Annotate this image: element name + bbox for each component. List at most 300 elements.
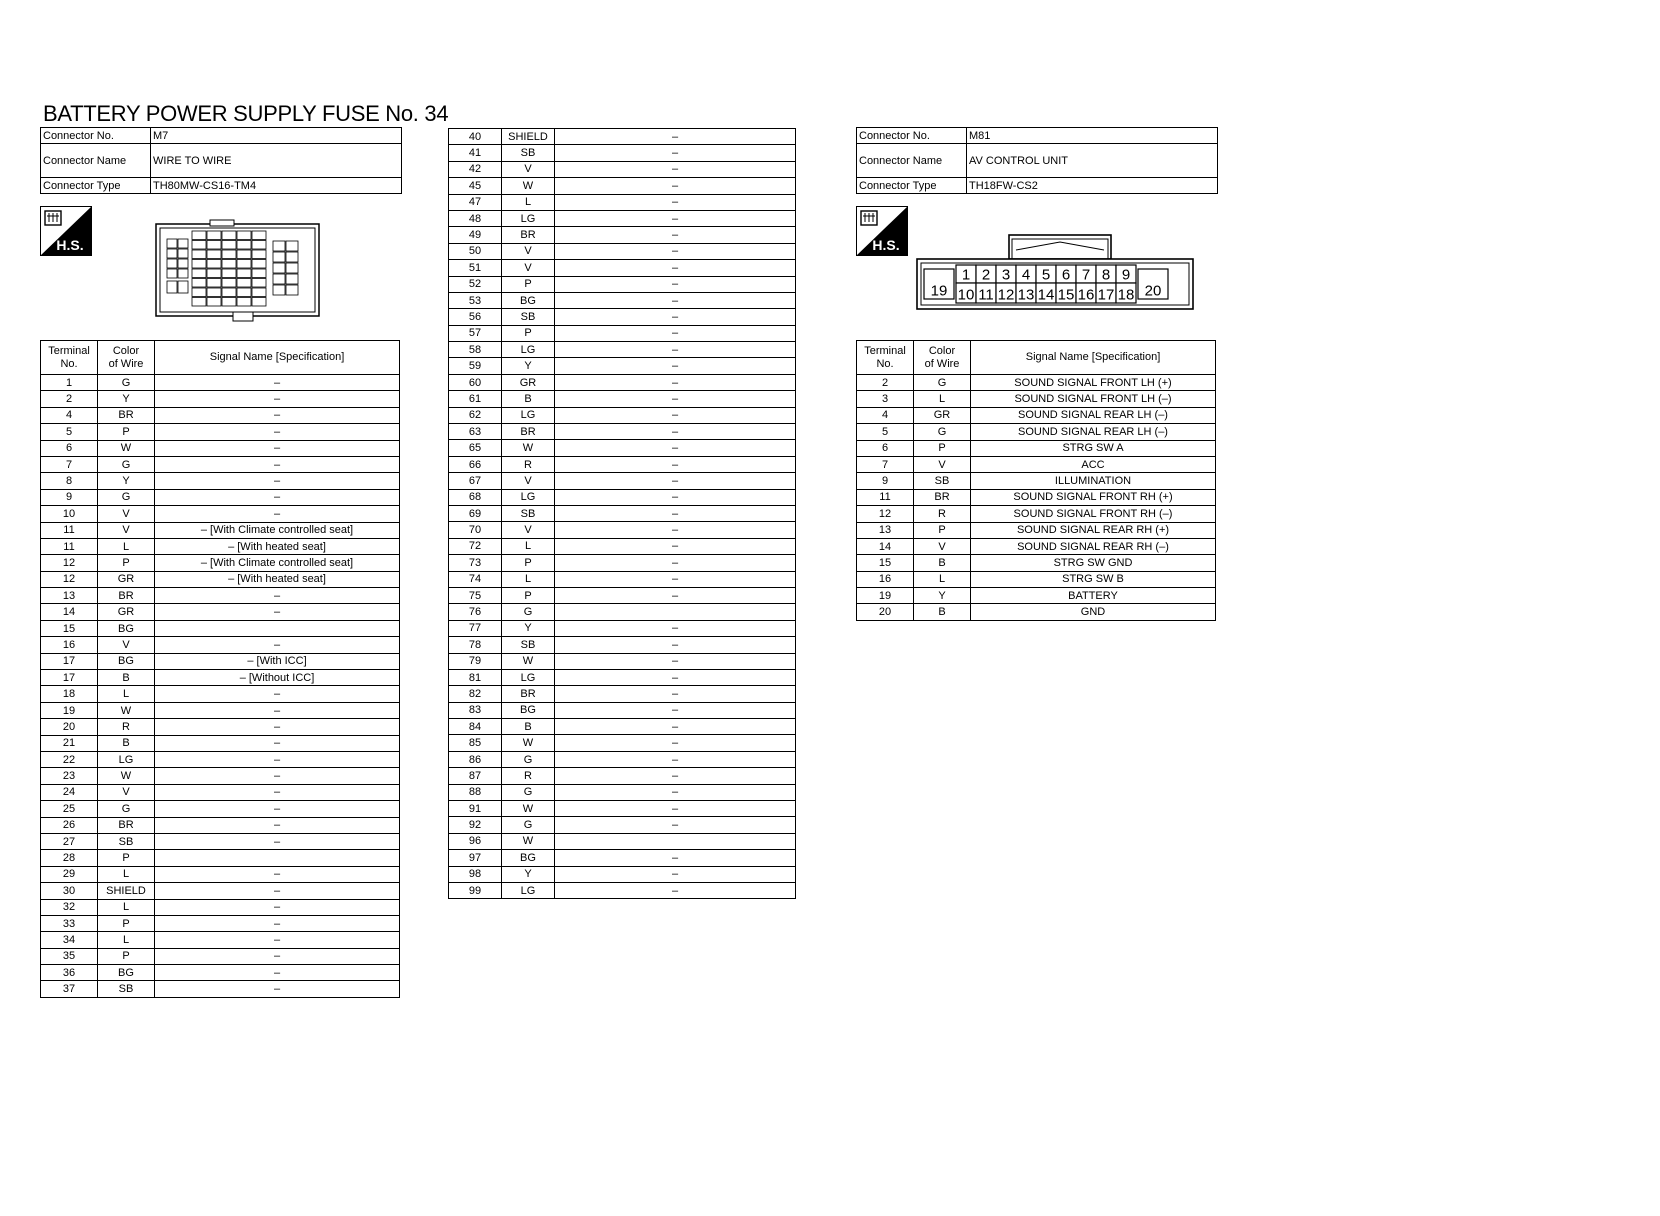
wire-color-cell: LG (502, 882, 555, 898)
connector-cavity (222, 269, 236, 278)
terminal-no-cell: 10 (41, 506, 98, 522)
signal-name-cell: – (155, 686, 400, 702)
connector-cavity (237, 288, 251, 297)
wire-color-cell: R (914, 506, 971, 522)
wire-color-cell: L (98, 899, 155, 915)
terminal-no-cell: 42 (449, 161, 502, 177)
connector-cavity (273, 252, 285, 262)
pin-row (449, 325, 796, 341)
wire-color-cell: G (98, 801, 155, 817)
terminal-no-cell: 79 (449, 653, 502, 669)
terminal-no-cell: 52 (449, 276, 502, 292)
pin-row (449, 243, 796, 259)
pin-row (449, 424, 796, 440)
signal-name-cell: – (555, 571, 796, 587)
connector-name-row (857, 144, 1218, 178)
pin-row (41, 473, 400, 489)
signal-name-cell: – (555, 555, 796, 571)
cavity-number: 1 (961, 266, 971, 284)
terminal-no-cell: 13 (857, 522, 914, 538)
signal-name-cell: SOUND SIGNAL FRONT LH (+) (971, 375, 1216, 391)
terminal-no-cell: 3 (857, 391, 914, 407)
pin-row (41, 965, 400, 981)
connector-name-row (41, 144, 402, 178)
connector-cavity (252, 250, 266, 259)
pin-row (41, 506, 400, 522)
connector-m81-pin-table (856, 340, 1216, 621)
connector-cavity (273, 263, 285, 273)
connector-cavity (167, 269, 177, 278)
wire-color-cell: W (502, 735, 555, 751)
wire-color-cell: LG (502, 210, 555, 226)
terminal-no-cell: 56 (449, 309, 502, 325)
pin-row (41, 686, 400, 702)
pin-row (449, 538, 796, 554)
wire-color-cell: V (914, 538, 971, 554)
signal-name-cell: – (555, 735, 796, 751)
pin-row (449, 391, 796, 407)
cavity-number: 17 (1097, 286, 1115, 304)
terminal-no-cell: 51 (449, 260, 502, 276)
connector-cavity (207, 250, 221, 259)
wire-color-cell: BG (502, 850, 555, 866)
terminal-no-cell: 11 (41, 522, 98, 538)
signal-name-cell: – (555, 391, 796, 407)
wire-color-cell: LG (502, 342, 555, 358)
wire-color-cell: GR (98, 571, 155, 587)
connector-cavity (237, 250, 251, 259)
wire-color-header: Color of Wire (98, 341, 155, 375)
pin-row (449, 637, 796, 653)
terminal-no-cell: 14 (41, 604, 98, 620)
terminal-no-cell: 16 (41, 637, 98, 653)
terminal-no-cell: 72 (449, 538, 502, 554)
pin-row (449, 571, 796, 587)
connector-cavity (252, 298, 266, 307)
wire-color-cell: P (502, 555, 555, 571)
pin-row (449, 801, 796, 817)
connector-cavity (252, 241, 266, 250)
pin-row (449, 260, 796, 276)
signal-name-cell: – (155, 588, 400, 604)
connector-cavity (192, 260, 206, 269)
terminal-no-cell: 84 (449, 719, 502, 735)
connector-cavity (167, 281, 177, 293)
pin-row (449, 653, 796, 669)
connector-cavity (207, 298, 221, 307)
pin-row (449, 505, 796, 521)
terminal-no-cell: 70 (449, 522, 502, 538)
connector-cavity (167, 249, 177, 258)
pin-row (41, 751, 400, 767)
signal-name-cell: – (155, 981, 400, 997)
cavity-number: 13 (1017, 286, 1035, 304)
wire-color-cell: L (502, 194, 555, 210)
signal-name-cell: – [With heated seat] (155, 571, 400, 587)
terminal-no-cell: 53 (449, 292, 502, 308)
wire-color-cell: BG (502, 702, 555, 718)
cavity-number: 2 (981, 266, 991, 284)
connector-cavity (252, 279, 266, 288)
pin-row (449, 145, 796, 161)
harness-side-icon (40, 206, 92, 256)
signal-name-cell: SOUND SIGNAL REAR RH (–) (971, 538, 1216, 554)
pin-row (857, 571, 1216, 587)
wire-color-cell: LG (502, 489, 555, 505)
terminal-no-cell: 9 (41, 489, 98, 505)
terminal-no-cell: 77 (449, 620, 502, 636)
terminal-no-cell: 37 (41, 981, 98, 997)
terminal-no-cell: 47 (449, 194, 502, 210)
signal-name-cell: – (555, 260, 796, 276)
connector-cavity (192, 250, 206, 259)
signal-name-cell: ACC (971, 456, 1216, 472)
signal-name-cell: – (555, 424, 796, 440)
signal-name-header: Signal Name [Specification] (971, 341, 1216, 375)
pin-row (857, 522, 1216, 538)
signal-name-cell: – (555, 292, 796, 308)
signal-name-cell: – (555, 407, 796, 423)
cavity-number: 10 (957, 286, 975, 304)
signal-name-cell: – (555, 587, 796, 603)
wire-color-cell: BR (98, 817, 155, 833)
terminal-no-cell: 69 (449, 505, 502, 521)
signal-name-cell: – (555, 505, 796, 521)
pin-row (449, 555, 796, 571)
terminal-no-cell: 61 (449, 391, 502, 407)
terminal-no-cell: 15 (41, 620, 98, 636)
wire-color-cell: G (502, 604, 555, 620)
connector-cavity (222, 298, 236, 307)
pin-row (41, 768, 400, 784)
signal-name-cell: SOUND SIGNAL REAR LH (–) (971, 424, 1216, 440)
pin-row (857, 391, 1216, 407)
pin-row (41, 588, 400, 604)
wire-color-cell: LG (502, 669, 555, 685)
signal-name-cell: – (555, 719, 796, 735)
pin-row (41, 637, 400, 653)
terminal-no-cell: 45 (449, 178, 502, 194)
wire-color-cell: P (502, 325, 555, 341)
wire-color-cell: V (502, 243, 555, 259)
terminal-no-cell: 73 (449, 555, 502, 571)
pin-row (41, 850, 400, 866)
terminal-no-cell: 12 (41, 555, 98, 571)
wire-color-cell: L (98, 932, 155, 948)
wire-color-cell: W (502, 178, 555, 194)
wire-color-cell: V (502, 473, 555, 489)
pin-row (449, 833, 796, 849)
pin-row (857, 489, 1216, 505)
connector-m7-pin-table-2 (448, 128, 796, 899)
signal-name-cell: – (555, 653, 796, 669)
signal-name-cell: – (155, 801, 400, 817)
terminal-no-cell: 12 (41, 571, 98, 587)
connector-cavity (192, 269, 206, 278)
terminal-no-cell: 88 (449, 784, 502, 800)
wire-color-cell: B (914, 604, 971, 620)
signal-name-cell: STRG SW B (971, 571, 1216, 587)
signal-name-cell: – (555, 768, 796, 784)
wire-color-cell: BG (98, 965, 155, 981)
signal-name-cell: BATTERY (971, 588, 1216, 604)
pin-row (857, 604, 1216, 620)
connector-cavity (286, 241, 298, 251)
terminal-no-cell: 68 (449, 489, 502, 505)
connector-cavity (237, 231, 251, 240)
terminal-no-cell: 17 (41, 653, 98, 669)
connector-name-value: WIRE TO WIRE (151, 144, 402, 178)
signal-name-cell: – (555, 473, 796, 489)
wire-color-cell: SHIELD (502, 129, 555, 145)
terminal-no-cell: 76 (449, 604, 502, 620)
wire-color-cell: W (502, 833, 555, 849)
pin-row (449, 358, 796, 374)
pin-table-header (41, 341, 400, 375)
terminal-no-cell: 5 (41, 424, 98, 440)
terminal-no-cell: 62 (449, 407, 502, 423)
signal-name-cell: SOUND SIGNAL REAR LH (–) (971, 407, 1216, 423)
wire-color-cell: GR (502, 374, 555, 390)
connector-cavity (178, 249, 188, 258)
connector-cavity (222, 231, 236, 240)
pin-row (41, 735, 400, 751)
wire-color-cell: W (502, 440, 555, 456)
pin-row (41, 522, 400, 538)
connector-type-label: Connector Type (41, 178, 151, 194)
terminal-no-cell: 63 (449, 424, 502, 440)
wire-color-cell: L (502, 571, 555, 587)
pin-row (449, 440, 796, 456)
wire-color-cell: BR (98, 407, 155, 423)
terminal-no-cell: 23 (41, 768, 98, 784)
pin-row (449, 374, 796, 390)
connector-m81-face-diagram (916, 233, 1196, 313)
terminal-no-cell: 7 (41, 456, 98, 472)
terminal-no-cell: 11 (41, 538, 98, 554)
terminal-no-cell: 59 (449, 358, 502, 374)
pin-row (41, 702, 400, 718)
wire-color-cell: G (98, 456, 155, 472)
connector-type-row (41, 178, 402, 194)
wire-color-cell: V (502, 161, 555, 177)
wire-color-cell: SHIELD (98, 883, 155, 899)
connector-cavity (252, 260, 266, 269)
terminal-no-cell: 49 (449, 227, 502, 243)
terminal-no-cell: 40 (449, 129, 502, 145)
wire-color-cell: G (914, 375, 971, 391)
terminal-no-cell: 18 (41, 686, 98, 702)
cavity-number: 9 (1121, 266, 1131, 284)
signal-name-cell: – (155, 506, 400, 522)
wire-color-cell: W (98, 768, 155, 784)
pin-row (449, 768, 796, 784)
terminal-no-cell: 17 (41, 670, 98, 686)
connector-cavity (178, 269, 188, 278)
pin-row (857, 456, 1216, 472)
connector-cavity (222, 241, 236, 250)
signal-name-cell: – (155, 375, 400, 391)
terminal-no-cell: 29 (41, 866, 98, 882)
pin-row (41, 801, 400, 817)
wire-color-cell: Y (98, 391, 155, 407)
connector-cavity (252, 269, 266, 278)
terminal-no-cell: 5 (857, 424, 914, 440)
cavity-number: 20 (1144, 282, 1162, 300)
signal-name-cell: – (555, 637, 796, 653)
pin-row (857, 506, 1216, 522)
cavity-number: 4 (1021, 266, 1031, 284)
wire-color-cell: B (914, 555, 971, 571)
terminal-no-header: Terminal No. (41, 341, 98, 375)
terminal-no-cell: 91 (449, 801, 502, 817)
wire-color-cell: L (502, 538, 555, 554)
signal-name-cell: – (555, 489, 796, 505)
pin-row (41, 899, 400, 915)
terminal-no-cell: 20 (857, 604, 914, 620)
wire-color-cell: SB (98, 833, 155, 849)
connector-cavity (207, 260, 221, 269)
wire-color-cell: BG (98, 620, 155, 636)
connector-cavity (178, 239, 188, 248)
pin-row (449, 456, 796, 472)
cavity-number: 11 (978, 286, 994, 304)
wire-color-cell: L (98, 538, 155, 554)
wire-color-cell: GR (98, 604, 155, 620)
signal-name-cell: – (555, 325, 796, 341)
signal-name-cell: – (555, 309, 796, 325)
signal-name-cell: SOUND SIGNAL FRONT RH (–) (971, 506, 1216, 522)
pin-row (41, 915, 400, 931)
terminal-no-cell: 57 (449, 325, 502, 341)
terminal-no-cell: 50 (449, 243, 502, 259)
connector-cavity (252, 288, 266, 297)
connector-no-row (41, 128, 402, 144)
signal-name-cell: – (155, 456, 400, 472)
connector-cavity (286, 274, 298, 284)
signal-name-cell: – [With heated seat] (155, 538, 400, 554)
signal-name-cell: – (555, 145, 796, 161)
wire-color-cell: P (98, 555, 155, 571)
pin-row (41, 555, 400, 571)
pin-row (41, 948, 400, 964)
pin-row (449, 686, 796, 702)
connector-cavity (237, 269, 251, 278)
wire-color-cell: LG (98, 751, 155, 767)
connector-cavity (207, 269, 221, 278)
wire-color-cell: P (98, 948, 155, 964)
pin-row (449, 473, 796, 489)
pin-row (449, 669, 796, 685)
terminal-no-cell: 12 (857, 506, 914, 522)
connector-cavity (237, 260, 251, 269)
connector-cavity (178, 281, 188, 293)
wire-color-cell: P (98, 850, 155, 866)
wire-color-cell: G (914, 424, 971, 440)
connector-m81-info (856, 127, 1218, 194)
signal-name-cell: – (555, 850, 796, 866)
signal-name-cell: – (155, 784, 400, 800)
cavity-number: 15 (1057, 286, 1075, 304)
connector-m7-info (40, 127, 402, 194)
connector-cavity (192, 279, 206, 288)
pin-row (449, 817, 796, 833)
terminal-no-cell: 27 (41, 833, 98, 849)
wire-color-cell: BR (914, 489, 971, 505)
pin-row (857, 473, 1216, 489)
terminal-no-cell: 48 (449, 210, 502, 226)
wire-color-cell: SB (914, 473, 971, 489)
terminal-no-cell: 9 (857, 473, 914, 489)
pin-row (449, 719, 796, 735)
wire-color-cell: W (502, 801, 555, 817)
pin-row (41, 653, 400, 669)
wire-color-cell: LG (502, 407, 555, 423)
pin-row (857, 424, 1216, 440)
terminal-no-cell: 2 (41, 391, 98, 407)
signal-name-cell: – [With ICC] (155, 653, 400, 669)
connector-cavity (207, 231, 221, 240)
signal-name-cell: – (155, 489, 400, 505)
signal-name-cell: – (555, 538, 796, 554)
terminal-no-cell: 60 (449, 374, 502, 390)
signal-name-cell: – (555, 620, 796, 636)
connector-cavity (286, 252, 298, 262)
pin-row (449, 342, 796, 358)
pin-row (449, 161, 796, 177)
pin-row (41, 719, 400, 735)
signal-name-cell: SOUND SIGNAL FRONT RH (+) (971, 489, 1216, 505)
wire-color-cell: BR (98, 588, 155, 604)
terminal-no-cell: 20 (41, 719, 98, 735)
pin-row (41, 620, 400, 636)
signal-name-cell: – (155, 915, 400, 931)
terminal-no-cell: 98 (449, 866, 502, 882)
cavity-number: 3 (1001, 266, 1011, 284)
terminal-no-cell: 16 (857, 571, 914, 587)
terminal-no-cell: 83 (449, 702, 502, 718)
signal-name-cell: – (155, 637, 400, 653)
pin-row (449, 702, 796, 718)
wire-color-cell: BG (98, 653, 155, 669)
terminal-no-cell: 35 (41, 948, 98, 964)
wire-color-cell: V (914, 456, 971, 472)
pin-row (41, 784, 400, 800)
pin-row (41, 604, 400, 620)
wire-color-cell: L (914, 391, 971, 407)
terminal-no-cell: 21 (41, 735, 98, 751)
signal-name-cell: GND (971, 604, 1216, 620)
connector-cavity (222, 279, 236, 288)
pin-row (41, 407, 400, 423)
signal-name-cell: – (155, 391, 400, 407)
wire-color-cell: Y (98, 473, 155, 489)
cavity-number: 14 (1037, 286, 1055, 304)
signal-name-cell: – (555, 129, 796, 145)
pin-row (449, 276, 796, 292)
wire-color-cell: SB (502, 637, 555, 653)
terminal-no-cell: 1 (41, 375, 98, 391)
pin-row (449, 489, 796, 505)
pin-row (857, 588, 1216, 604)
signal-name-cell: – (155, 932, 400, 948)
terminal-no-cell: 78 (449, 637, 502, 653)
cavity-number: 19 (930, 282, 948, 300)
terminal-no-cell: 75 (449, 587, 502, 603)
terminal-no-cell: 96 (449, 833, 502, 849)
signal-name-cell: – (555, 358, 796, 374)
cavity-number: 7 (1081, 266, 1091, 284)
